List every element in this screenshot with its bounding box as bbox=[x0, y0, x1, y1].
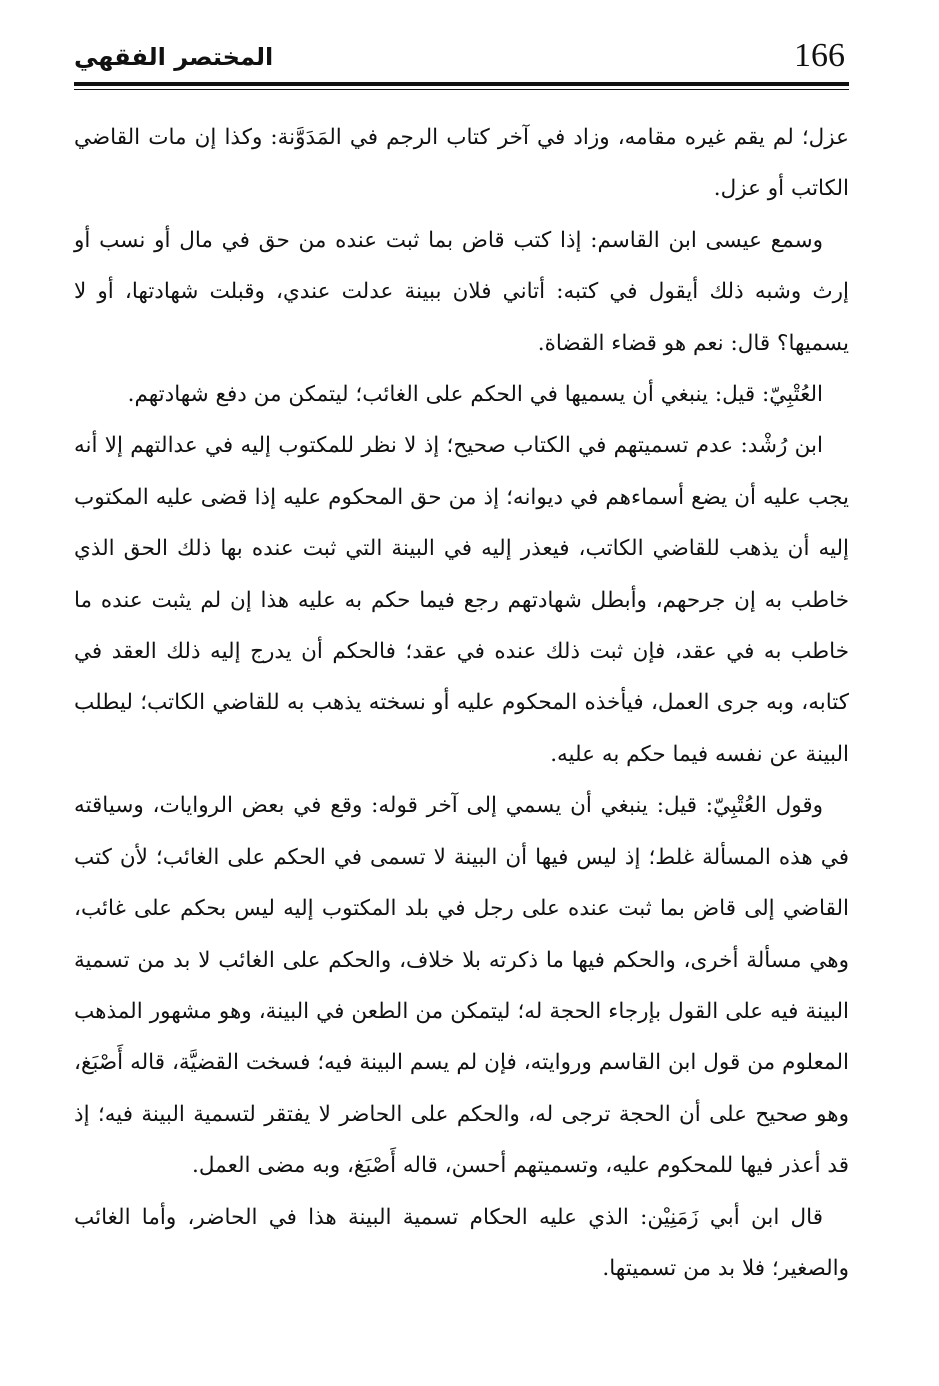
page-number: 166 bbox=[794, 37, 845, 74]
paragraph-continuation: عزل؛ لم يقم غيره مقامه، وزاد في آخر كتاب الرجم في المَدَوَّنة: وكذا إن مات القاضي الكاتب أو عزل. bbox=[74, 125, 849, 202]
header-rule-thick bbox=[74, 82, 849, 86]
book-page bbox=[74, 30, 849, 1281]
paragraph: قال ابن أبي زَمَنِيْن: الذي عليه الحكام تسمية البينة هذا في الحاضر، وأما الغائب والصغير؛ فلا بد من تسميتها. bbox=[74, 1204, 849, 1281]
paragraph: ابن رُشْد: عدم تسميتهم في الكتاب صحيح؛ إذ لا نظر للمكتوب إليه في عدالتهم إلا أنه يجب عليه أن يضع أسماءهم في ديوانه؛ إذ من حق المحكوم عليه إذا قضى عليه المكتوب إليه أن يذهب للقاضي الكاتب، فيعذر إليه في البينة التي ثبت عنده بها ذلك الحق الذي خاطب به إن جرحهم، وأبطل شهادتهم رجع فيما حكم به عليه هذا إن لم يثبت عنده ما خاطب به في عقد، فإن ثبت ذلك عنده في عقد؛ فالحكم أن يدرج إليه ذلك العقد في كتابه، وبه جرى العمل، فيأخذه المحكوم عليه أو نسخته يذهب به للقاضي الكاتب؛ ليطلب البينة عن نفسه فيما حكم به عليه. bbox=[74, 433, 849, 767]
body-text bbox=[74, 112, 849, 1294]
paragraph: وسمع عيسى ابن القاسم: إذا كتب قاض بما ثبت عنده من حق في مال أو نسب أو إرث وشبه ذلك أيقول في كتبه: أتاني فلان ببينة عدلت عندي، وقبلت شهادتها، أو لا يسميها؟ قال: نعم هو قضاء القضاة. bbox=[74, 227, 849, 356]
running-title: المختصر الفقهي bbox=[74, 43, 274, 71]
paragraph: العُتْبِيّ: قيل: ينبغي أن يسميها في الحكم على الغائب؛ ليتمكن من دفع شهادتهم. bbox=[127, 382, 823, 408]
page-header bbox=[74, 30, 849, 82]
header-rule-thin bbox=[74, 89, 849, 90]
paragraph: وقول العُتْبِيّ: قيل: ينبغي أن يسمي إلى آخر قوله: وقع في بعض الروايات، وسياقته في هذه المسألة غلط؛ إذ ليس فيها أن البينة لا تسمى في الحكم على الغائب؛ لأن كتب القاضي إلى قاض بما ثبت عنده على رجل في بلد المكتوب إليه ليس بحكم على غائب، وهي مسألة أخرى، والحكم فيها ما ذكرته بلا خلاف، والحكم على الغائب لا بد من تسمية البينة فيه على القول بإرجاء الحجة له؛ ليتمكن من الطعن في البينة، وهو مشهور المذهب المعلوم من قول ابن القاسم وروايته، فإن لم يسم البينة فيه؛ فسخت القضيَّة، قاله أَصْبَغ، وهو صحيح على أن الحجة ترجى له، والحكم على الحاضر لا يفتقر لتسمية البينة فيه؛ إذ قد أعذر فيها للمحكوم عليه، وتسميتهم أحسن، قاله أَصْبَغ، وبه مضى العمل. bbox=[74, 793, 849, 1179]
